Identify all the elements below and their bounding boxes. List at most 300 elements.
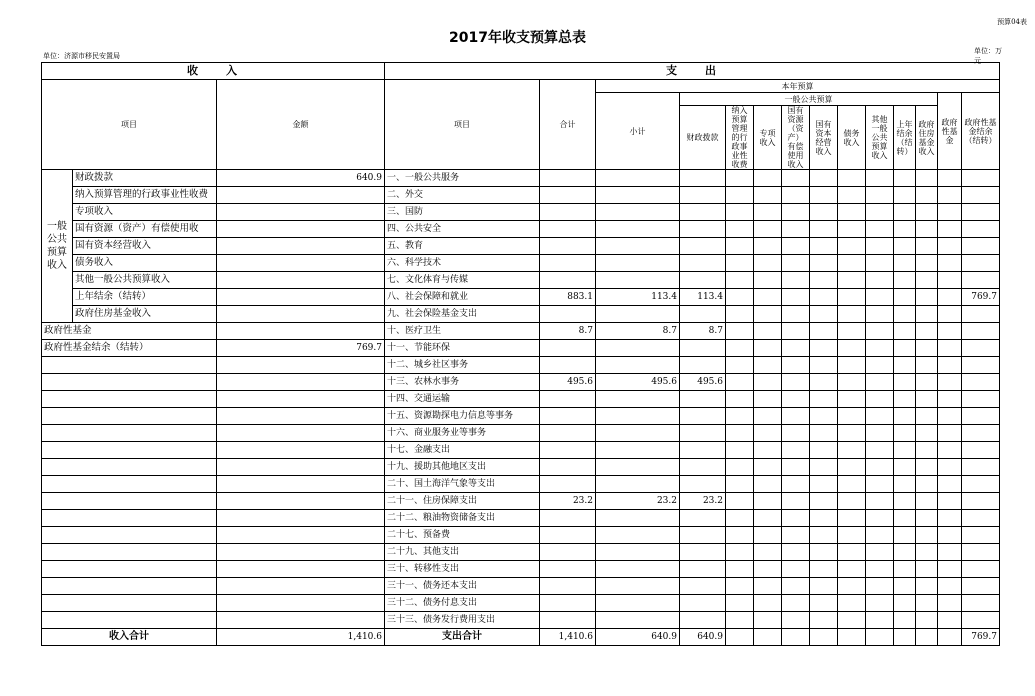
exp-empty-cell bbox=[782, 238, 810, 255]
exp-gov-fund-carry bbox=[962, 476, 1000, 493]
exp-empty-cell bbox=[866, 255, 894, 272]
exp-empty-cell bbox=[916, 255, 938, 272]
exp-empty-cell bbox=[838, 187, 866, 204]
exp-empty-cell bbox=[838, 306, 866, 323]
exp-empty-cell bbox=[782, 612, 810, 629]
exp-fiscal: 495.6 bbox=[680, 374, 726, 391]
table-row bbox=[42, 442, 1000, 459]
exp-subtotal: 113.4 bbox=[596, 289, 680, 306]
income-header: 收 入 bbox=[42, 63, 385, 80]
exp-empty-cell bbox=[894, 238, 916, 255]
exp-empty-cell bbox=[916, 289, 938, 306]
exp-empty-cell bbox=[916, 476, 938, 493]
carryover-header: 上年结余（结转） bbox=[894, 106, 916, 170]
empty-amount-cell bbox=[217, 578, 385, 595]
exp-empty-cell bbox=[894, 272, 916, 289]
exp-empty-cell bbox=[754, 238, 782, 255]
empty-amount-cell bbox=[217, 493, 385, 510]
exp-item-label: 三十一、债务还本支出 bbox=[385, 578, 540, 595]
admin-fee-header: 纳入预算管理的行政事业性收费 bbox=[726, 106, 754, 170]
exp-subtotal bbox=[596, 595, 680, 612]
exp-empty-cell bbox=[866, 272, 894, 289]
exp-total: 495.6 bbox=[540, 374, 596, 391]
exp-empty-cell bbox=[916, 561, 938, 578]
exp-empty-cell bbox=[894, 408, 916, 425]
exp-empty-cell bbox=[754, 425, 782, 442]
exp-item-label: 二十、国土海洋气象等支出 bbox=[385, 476, 540, 493]
exp-empty-cell bbox=[754, 272, 782, 289]
exp-empty-cell bbox=[894, 170, 916, 187]
exp-fiscal bbox=[680, 595, 726, 612]
exp-empty-cell bbox=[894, 323, 916, 340]
exp-empty-cell bbox=[754, 629, 782, 646]
income-item-label: 纳入预算管理的行政事业性收费 bbox=[73, 187, 217, 204]
table-row bbox=[42, 272, 1000, 289]
exp-empty-cell bbox=[782, 187, 810, 204]
exp-gov-fund-carry bbox=[962, 561, 1000, 578]
unit-currency: 单位：万元 bbox=[974, 47, 1002, 65]
exp-total: 8.7 bbox=[540, 323, 596, 340]
exp-empty-cell bbox=[894, 187, 916, 204]
exp-empty-cell bbox=[782, 306, 810, 323]
exp-fiscal bbox=[680, 459, 726, 476]
exp-empty-cell bbox=[754, 493, 782, 510]
exp-empty-cell bbox=[916, 204, 938, 221]
this-year-budget-header: 本年预算 bbox=[596, 80, 1000, 93]
exp-empty-cell bbox=[782, 289, 810, 306]
exp-empty-cell bbox=[894, 442, 916, 459]
exp-grand-subtotal: 640.9 bbox=[596, 629, 680, 646]
table-row bbox=[42, 323, 1000, 340]
exp-empty-cell bbox=[726, 527, 754, 544]
exp-empty-cell bbox=[754, 612, 782, 629]
exp-gov-fund-carry bbox=[962, 442, 1000, 459]
exp-empty-cell bbox=[838, 357, 866, 374]
exp-subtotal bbox=[596, 561, 680, 578]
exp-empty-cell bbox=[916, 306, 938, 323]
exp-empty-cell bbox=[726, 476, 754, 493]
exp-item-label: 二十二、粮油物资储备支出 bbox=[385, 510, 540, 527]
income-item-amount bbox=[217, 238, 385, 255]
exp-fiscal bbox=[680, 476, 726, 493]
exp-empty-cell bbox=[938, 238, 962, 255]
exp-empty-cell bbox=[838, 340, 866, 357]
table-row bbox=[42, 595, 1000, 612]
table-row bbox=[42, 289, 1000, 306]
exp-empty-cell bbox=[726, 340, 754, 357]
empty-amount-cell bbox=[217, 612, 385, 629]
exp-gov-fund-carry bbox=[962, 527, 1000, 544]
exp-empty-cell bbox=[754, 408, 782, 425]
exp-empty-cell bbox=[726, 510, 754, 527]
exp-empty-cell bbox=[916, 170, 938, 187]
table-row bbox=[42, 187, 1000, 204]
empty-amount-cell bbox=[217, 425, 385, 442]
exp-empty-cell bbox=[916, 578, 938, 595]
exp-fiscal bbox=[680, 170, 726, 187]
exp-empty-cell bbox=[938, 578, 962, 595]
income-item-amount bbox=[217, 272, 385, 289]
exp-empty-cell bbox=[916, 408, 938, 425]
exp-subtotal bbox=[596, 340, 680, 357]
exp-item-label: 八、社会保障和就业 bbox=[385, 289, 540, 306]
empty-income-cell bbox=[42, 595, 217, 612]
exp-total bbox=[540, 578, 596, 595]
income-amount-header: 金额 bbox=[217, 80, 385, 170]
exp-empty-cell bbox=[866, 357, 894, 374]
income-item-amount: 640.9 bbox=[217, 170, 385, 187]
exp-subtotal bbox=[596, 221, 680, 238]
income-extra-label: 政府性基金结余（结转） bbox=[42, 340, 217, 357]
exp-empty-cell bbox=[782, 629, 810, 646]
exp-empty-cell bbox=[894, 527, 916, 544]
exp-empty-cell bbox=[916, 323, 938, 340]
fiscal-allocation-header: 财政拨款 bbox=[680, 106, 726, 170]
exp-empty-cell bbox=[726, 578, 754, 595]
exp-empty-cell bbox=[782, 374, 810, 391]
exp-empty-cell bbox=[938, 289, 962, 306]
exp-empty-cell bbox=[894, 510, 916, 527]
exp-gov-fund-carry bbox=[962, 391, 1000, 408]
exp-empty-cell bbox=[782, 510, 810, 527]
exp-fiscal bbox=[680, 340, 726, 357]
table-row bbox=[42, 391, 1000, 408]
exp-empty-cell bbox=[866, 629, 894, 646]
exp-empty-cell bbox=[894, 289, 916, 306]
exp-gov-fund-carry: 769.7 bbox=[962, 289, 1000, 306]
exp-gov-fund-carry bbox=[962, 187, 1000, 204]
exp-item-label: 十、医疗卫生 bbox=[385, 323, 540, 340]
exp-empty-cell bbox=[938, 357, 962, 374]
exp-subtotal bbox=[596, 408, 680, 425]
housing-fund-header: 政府住房基金收入 bbox=[916, 106, 938, 170]
exp-empty-cell bbox=[726, 493, 754, 510]
exp-empty-cell bbox=[754, 289, 782, 306]
exp-empty-cell bbox=[838, 255, 866, 272]
exp-empty-cell bbox=[916, 510, 938, 527]
exp-gov-fund-carry bbox=[962, 170, 1000, 187]
exp-empty-cell bbox=[838, 544, 866, 561]
exp-fiscal bbox=[680, 187, 726, 204]
empty-amount-cell bbox=[217, 459, 385, 476]
exp-empty-cell bbox=[754, 459, 782, 476]
exp-empty-cell bbox=[838, 527, 866, 544]
exp-gov-fund-carry bbox=[962, 493, 1000, 510]
exp-total bbox=[540, 595, 596, 612]
exp-empty-cell bbox=[782, 544, 810, 561]
exp-empty-cell bbox=[916, 493, 938, 510]
exp-fiscal bbox=[680, 272, 726, 289]
table-row bbox=[42, 612, 1000, 629]
exp-empty-cell bbox=[838, 629, 866, 646]
income-item-label: 其他一般公共预算收入 bbox=[73, 272, 217, 289]
exp-fiscal: 8.7 bbox=[680, 323, 726, 340]
exp-empty-cell bbox=[754, 340, 782, 357]
exp-fiscal bbox=[680, 510, 726, 527]
state-capital-header: 国有资本经营收入 bbox=[810, 106, 838, 170]
exp-empty-cell bbox=[866, 170, 894, 187]
table-row bbox=[42, 357, 1000, 374]
exp-empty-cell bbox=[838, 221, 866, 238]
table-row bbox=[42, 170, 1000, 187]
exp-item-label: 十一、节能环保 bbox=[385, 340, 540, 357]
exp-empty-cell bbox=[726, 595, 754, 612]
exp-empty-cell bbox=[916, 459, 938, 476]
exp-total bbox=[540, 221, 596, 238]
exp-empty-cell bbox=[726, 544, 754, 561]
exp-empty-cell bbox=[938, 561, 962, 578]
exp-empty-cell bbox=[726, 289, 754, 306]
exp-gov-fund-carry bbox=[962, 459, 1000, 476]
exp-empty-cell bbox=[866, 306, 894, 323]
exp-empty-cell bbox=[838, 391, 866, 408]
table-row bbox=[42, 544, 1000, 561]
exp-empty-cell bbox=[810, 357, 838, 374]
exp-item-label: 二十七、预备费 bbox=[385, 527, 540, 544]
exp-empty-cell bbox=[782, 340, 810, 357]
empty-income-cell bbox=[42, 493, 217, 510]
exp-empty-cell bbox=[938, 629, 962, 646]
exp-empty-cell bbox=[894, 629, 916, 646]
exp-total bbox=[540, 238, 596, 255]
exp-total bbox=[540, 187, 596, 204]
exp-empty-cell bbox=[726, 561, 754, 578]
income-item-label: 专项收入 bbox=[73, 204, 217, 221]
exp-subtotal bbox=[596, 170, 680, 187]
table-row bbox=[42, 221, 1000, 238]
empty-income-cell bbox=[42, 544, 217, 561]
exp-empty-cell bbox=[838, 595, 866, 612]
exp-empty-cell bbox=[838, 459, 866, 476]
exp-gov-fund-carry bbox=[962, 374, 1000, 391]
exp-total: 883.1 bbox=[540, 289, 596, 306]
exp-subtotal bbox=[596, 187, 680, 204]
exp-empty-cell bbox=[938, 306, 962, 323]
exp-empty-cell bbox=[782, 561, 810, 578]
exp-item-label: 二十九、其他支出 bbox=[385, 544, 540, 561]
empty-amount-cell bbox=[217, 527, 385, 544]
exp-empty-cell bbox=[938, 221, 962, 238]
exp-empty-cell bbox=[782, 527, 810, 544]
exp-empty-cell bbox=[782, 578, 810, 595]
exp-empty-cell bbox=[894, 306, 916, 323]
exp-subtotal bbox=[596, 306, 680, 323]
exp-fiscal bbox=[680, 204, 726, 221]
exp-empty-cell bbox=[866, 476, 894, 493]
exp-total bbox=[540, 340, 596, 357]
empty-income-cell bbox=[42, 442, 217, 459]
exp-empty-cell bbox=[810, 595, 838, 612]
exp-empty-cell bbox=[754, 578, 782, 595]
exp-empty-cell bbox=[916, 187, 938, 204]
empty-income-cell bbox=[42, 374, 217, 391]
header-row-1 bbox=[42, 63, 1000, 80]
exp-gov-fund-carry bbox=[962, 357, 1000, 374]
exp-empty-cell bbox=[916, 595, 938, 612]
exp-empty-cell bbox=[810, 221, 838, 238]
other-income-header: 其他一般公共预算收入 bbox=[866, 106, 894, 170]
exp-gov-fund-carry bbox=[962, 544, 1000, 561]
exp-empty-cell bbox=[810, 187, 838, 204]
exp-gov-fund-carry bbox=[962, 238, 1000, 255]
exp-empty-cell bbox=[726, 272, 754, 289]
exp-empty-cell bbox=[916, 442, 938, 459]
empty-income-cell bbox=[42, 459, 217, 476]
empty-amount-cell bbox=[217, 510, 385, 527]
exp-empty-cell bbox=[726, 374, 754, 391]
empty-income-cell bbox=[42, 408, 217, 425]
exp-empty-cell bbox=[866, 221, 894, 238]
exp-empty-cell bbox=[938, 204, 962, 221]
exp-empty-cell bbox=[726, 187, 754, 204]
exp-empty-cell bbox=[754, 476, 782, 493]
income-extra-label: 政府性基金 bbox=[42, 323, 217, 340]
exp-total bbox=[540, 170, 596, 187]
exp-empty-cell bbox=[894, 425, 916, 442]
empty-amount-cell bbox=[217, 561, 385, 578]
empty-amount-cell bbox=[217, 374, 385, 391]
exp-empty-cell bbox=[916, 544, 938, 561]
exp-item-label: 十三、农林水事务 bbox=[385, 374, 540, 391]
exp-gov-fund-carry bbox=[962, 578, 1000, 595]
exp-empty-cell bbox=[938, 187, 962, 204]
exp-total bbox=[540, 204, 596, 221]
exp-subtotal bbox=[596, 272, 680, 289]
empty-amount-cell bbox=[217, 357, 385, 374]
exp-fiscal bbox=[680, 357, 726, 374]
exp-empty-cell bbox=[838, 204, 866, 221]
exp-empty-cell bbox=[916, 629, 938, 646]
exp-item-label: 十七、金融支出 bbox=[385, 442, 540, 459]
exp-fiscal bbox=[680, 544, 726, 561]
exp-grand-gov-fund-carry: 769.7 bbox=[962, 629, 1000, 646]
exp-empty-cell bbox=[866, 204, 894, 221]
exp-empty-cell bbox=[810, 238, 838, 255]
empty-amount-cell bbox=[217, 595, 385, 612]
empty-income-cell bbox=[42, 391, 217, 408]
exp-empty-cell bbox=[838, 272, 866, 289]
table-row bbox=[42, 459, 1000, 476]
exp-subtotal bbox=[596, 204, 680, 221]
exp-gov-fund-carry bbox=[962, 204, 1000, 221]
income-item-amount bbox=[217, 204, 385, 221]
exp-empty-cell bbox=[866, 187, 894, 204]
empty-amount-cell bbox=[217, 544, 385, 561]
exp-empty-cell bbox=[782, 425, 810, 442]
exp-total bbox=[540, 476, 596, 493]
exp-empty-cell bbox=[938, 374, 962, 391]
exp-empty-cell bbox=[916, 272, 938, 289]
exp-empty-cell bbox=[838, 476, 866, 493]
exp-fiscal: 113.4 bbox=[680, 289, 726, 306]
exp-gov-fund-carry bbox=[962, 425, 1000, 442]
exp-grand-total: 1,410.6 bbox=[540, 629, 596, 646]
exp-empty-cell bbox=[782, 442, 810, 459]
exp-empty-cell bbox=[894, 612, 916, 629]
exp-total bbox=[540, 255, 596, 272]
income-item-label: 上年结余（结转） bbox=[73, 289, 217, 306]
exp-empty-cell bbox=[726, 306, 754, 323]
exp-empty-cell bbox=[838, 170, 866, 187]
unit-department: 单位：济源市移民安置局 bbox=[43, 52, 120, 60]
exp-subtotal bbox=[596, 442, 680, 459]
exp-fiscal bbox=[680, 527, 726, 544]
empty-income-cell bbox=[42, 561, 217, 578]
exp-empty-cell bbox=[916, 527, 938, 544]
table-row bbox=[42, 204, 1000, 221]
exp-empty-cell bbox=[726, 204, 754, 221]
exp-gov-fund-carry bbox=[962, 340, 1000, 357]
exp-empty-cell bbox=[726, 238, 754, 255]
income-extra-amount: 769.7 bbox=[217, 340, 385, 357]
table-row bbox=[42, 561, 1000, 578]
exp-empty-cell bbox=[782, 272, 810, 289]
exp-empty-cell bbox=[894, 221, 916, 238]
exp-total bbox=[540, 544, 596, 561]
table-row bbox=[42, 476, 1000, 493]
exp-empty-cell bbox=[754, 544, 782, 561]
exp-empty-cell bbox=[938, 493, 962, 510]
exp-total bbox=[540, 442, 596, 459]
income-extra-amount bbox=[217, 323, 385, 340]
exp-empty-cell bbox=[916, 221, 938, 238]
table-row bbox=[42, 510, 1000, 527]
exp-total bbox=[540, 391, 596, 408]
exp-empty-cell bbox=[866, 595, 894, 612]
exp-subtotal bbox=[596, 255, 680, 272]
exp-empty-cell bbox=[894, 459, 916, 476]
exp-empty-cell bbox=[866, 340, 894, 357]
empty-income-cell bbox=[42, 612, 217, 629]
table-row bbox=[42, 578, 1000, 595]
exp-empty-cell bbox=[782, 459, 810, 476]
empty-amount-cell bbox=[217, 442, 385, 459]
exp-empty-cell bbox=[866, 612, 894, 629]
exp-item-label: 二、外交 bbox=[385, 187, 540, 204]
exp-total bbox=[540, 272, 596, 289]
exp-item-label: 五、教育 bbox=[385, 238, 540, 255]
exp-fiscal bbox=[680, 238, 726, 255]
exp-empty-cell bbox=[810, 289, 838, 306]
exp-empty-cell bbox=[866, 391, 894, 408]
exp-empty-cell bbox=[782, 476, 810, 493]
exp-fiscal bbox=[680, 255, 726, 272]
exp-empty-cell bbox=[754, 221, 782, 238]
exp-fiscal bbox=[680, 221, 726, 238]
exp-empty-cell bbox=[838, 442, 866, 459]
totals-row bbox=[42, 629, 1000, 646]
header-row-2 bbox=[42, 80, 1000, 93]
exp-empty-cell bbox=[894, 493, 916, 510]
exp-empty-cell bbox=[894, 374, 916, 391]
exp-empty-cell bbox=[894, 357, 916, 374]
exp-total bbox=[540, 510, 596, 527]
exp-empty-cell bbox=[726, 612, 754, 629]
exp-item-label: 十六、商业服务业等事务 bbox=[385, 425, 540, 442]
empty-income-cell bbox=[42, 527, 217, 544]
empty-income-cell bbox=[42, 578, 217, 595]
exp-total bbox=[540, 408, 596, 425]
exp-empty-cell bbox=[810, 170, 838, 187]
exp-subtotal: 8.7 bbox=[596, 323, 680, 340]
exp-empty-cell bbox=[866, 425, 894, 442]
exp-total bbox=[540, 561, 596, 578]
exp-empty-cell bbox=[754, 374, 782, 391]
exp-subtotal bbox=[596, 357, 680, 374]
exp-empty-cell bbox=[894, 204, 916, 221]
exp-empty-cell bbox=[810, 374, 838, 391]
exp-item-label: 十九、援助其他地区支出 bbox=[385, 459, 540, 476]
